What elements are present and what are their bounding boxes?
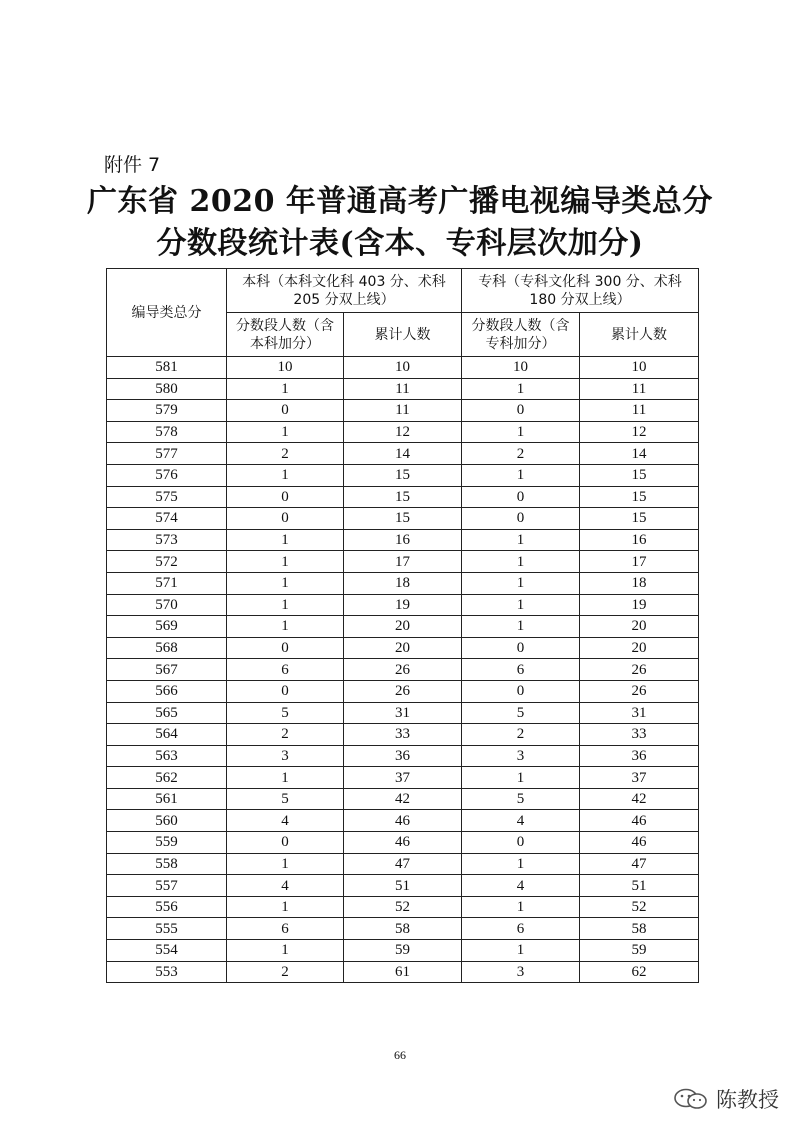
- cell-zhuan-cumulative: 18: [580, 572, 699, 594]
- cell-score: 554: [107, 940, 227, 962]
- table-row: [107, 961, 699, 983]
- cell-ben-segment: 0: [227, 637, 344, 659]
- cell-ben-segment: 0: [227, 832, 344, 854]
- cell-zhuan-segment: 1: [462, 421, 580, 443]
- cell-score: 558: [107, 853, 227, 875]
- cell-ben-cumulative: 12: [344, 421, 462, 443]
- cell-ben-cumulative: 59: [344, 940, 462, 962]
- cell-ben-cumulative: 26: [344, 659, 462, 681]
- cell-zhuan-cumulative: 15: [580, 508, 699, 530]
- cell-ben-cumulative: 15: [344, 486, 462, 508]
- table-row: [107, 378, 699, 400]
- cell-ben-cumulative: 17: [344, 551, 462, 573]
- table-row: [107, 702, 699, 724]
- cell-ben-segment: 2: [227, 724, 344, 746]
- cell-zhuan-cumulative: 20: [580, 637, 699, 659]
- cell-zhuan-cumulative: 26: [580, 659, 699, 681]
- cell-zhuan-cumulative: 51: [580, 875, 699, 897]
- cell-ben-segment: 1: [227, 594, 344, 616]
- cell-score: 553: [107, 961, 227, 983]
- cell-score: 565: [107, 702, 227, 724]
- cell-zhuan-cumulative: 33: [580, 724, 699, 746]
- header-ben-cumulative: 累计人数: [344, 313, 462, 357]
- cell-ben-segment: 1: [227, 529, 344, 551]
- cell-ben-segment: 1: [227, 464, 344, 486]
- cell-ben-segment: 10: [227, 357, 344, 379]
- cell-score: 557: [107, 875, 227, 897]
- cell-score: 571: [107, 572, 227, 594]
- cell-zhuan-segment: 1: [462, 572, 580, 594]
- cell-ben-segment: 0: [227, 400, 344, 422]
- table-row: [107, 594, 699, 616]
- cell-ben-segment: 5: [227, 702, 344, 724]
- cell-zhuan-cumulative: 36: [580, 745, 699, 767]
- header-zhuan-cumulative: 累计人数: [580, 313, 699, 357]
- table-row: [107, 918, 699, 940]
- cell-ben-cumulative: 15: [344, 508, 462, 530]
- cell-ben-segment: 1: [227, 572, 344, 594]
- cell-zhuan-cumulative: 26: [580, 680, 699, 702]
- cell-score: 562: [107, 767, 227, 789]
- cell-ben-segment: 1: [227, 378, 344, 400]
- cell-score: 570: [107, 594, 227, 616]
- cell-zhuan-cumulative: 10: [580, 357, 699, 379]
- wechat-logo-icon: [672, 1087, 710, 1111]
- cell-ben-cumulative: 10: [344, 357, 462, 379]
- cell-ben-cumulative: 36: [344, 745, 462, 767]
- cell-zhuan-segment: 0: [462, 832, 580, 854]
- cell-zhuan-cumulative: 52: [580, 896, 699, 918]
- cell-zhuan-cumulative: 62: [580, 961, 699, 983]
- table-row: [107, 832, 699, 854]
- cell-score: 572: [107, 551, 227, 573]
- cell-ben-cumulative: 33: [344, 724, 462, 746]
- cell-score: 575: [107, 486, 227, 508]
- cell-zhuan-segment: 5: [462, 788, 580, 810]
- cell-zhuan-segment: 0: [462, 680, 580, 702]
- watermark: [672, 1084, 779, 1114]
- cell-zhuan-cumulative: 46: [580, 832, 699, 854]
- cell-score: 574: [107, 508, 227, 530]
- page-number: 66: [394, 1048, 406, 1062]
- header-zhuan-segment: 分数段人数（含专科加分）: [462, 313, 580, 357]
- cell-ben-segment: 4: [227, 810, 344, 832]
- cell-zhuan-segment: 1: [462, 616, 580, 638]
- cell-zhuan-cumulative: 14: [580, 443, 699, 465]
- cell-zhuan-segment: 4: [462, 810, 580, 832]
- cell-zhuan-cumulative: 19: [580, 594, 699, 616]
- page-title-line1: 广东省 2020 年普通高考广播电视编导类总分: [87, 184, 713, 219]
- cell-score: 579: [107, 400, 227, 422]
- cell-zhuan-cumulative: 12: [580, 421, 699, 443]
- table-row: [107, 616, 699, 638]
- cell-ben-cumulative: 42: [344, 788, 462, 810]
- table-row: [107, 940, 699, 962]
- table-row: [107, 853, 699, 875]
- cell-zhuan-segment: 3: [462, 961, 580, 983]
- attachment-label: 附件 7: [104, 154, 161, 176]
- cell-ben-segment: 2: [227, 443, 344, 465]
- cell-zhuan-segment: 5: [462, 702, 580, 724]
- cell-score: 569: [107, 616, 227, 638]
- cell-ben-segment: 1: [227, 940, 344, 962]
- cell-zhuan-cumulative: 59: [580, 940, 699, 962]
- cell-zhuan-segment: 6: [462, 918, 580, 940]
- cell-ben-cumulative: 15: [344, 464, 462, 486]
- cell-zhuan-cumulative: 11: [580, 378, 699, 400]
- cell-zhuan-segment: 2: [462, 724, 580, 746]
- cell-score: 556: [107, 896, 227, 918]
- cell-ben-cumulative: 16: [344, 529, 462, 551]
- cell-zhuan-cumulative: 46: [580, 810, 699, 832]
- table-row: [107, 464, 699, 486]
- cell-ben-cumulative: 18: [344, 572, 462, 594]
- cell-score: 559: [107, 832, 227, 854]
- cell-zhuan-segment: 1: [462, 378, 580, 400]
- table-row: [107, 357, 699, 379]
- cell-zhuan-segment: 1: [462, 940, 580, 962]
- cell-ben-segment: 4: [227, 875, 344, 897]
- cell-ben-cumulative: 31: [344, 702, 462, 724]
- table-row: [107, 659, 699, 681]
- cell-zhuan-segment: 3: [462, 745, 580, 767]
- cell-zhuan-segment: 4: [462, 875, 580, 897]
- cell-ben-cumulative: 52: [344, 896, 462, 918]
- cell-score: 577: [107, 443, 227, 465]
- cell-ben-cumulative: 11: [344, 378, 462, 400]
- score-distribution-table: [106, 268, 699, 983]
- cell-ben-segment: 0: [227, 508, 344, 530]
- table-row: [107, 745, 699, 767]
- cell-ben-cumulative: 51: [344, 875, 462, 897]
- table-row: [107, 810, 699, 832]
- header-group-zhuan: 专科（专科文化科 300 分、术科 180 分双上线）: [462, 269, 699, 313]
- table-row: [107, 529, 699, 551]
- cell-zhuan-segment: 0: [462, 486, 580, 508]
- table-row: [107, 680, 699, 702]
- cell-zhuan-segment: 1: [462, 896, 580, 918]
- cell-zhuan-cumulative: 31: [580, 702, 699, 724]
- page-title-line2: 分数段统计表(含本、专科层次加分): [156, 226, 644, 261]
- cell-score: 573: [107, 529, 227, 551]
- cell-ben-cumulative: 20: [344, 616, 462, 638]
- cell-zhuan-cumulative: 15: [580, 464, 699, 486]
- header-score: 编导类总分: [107, 269, 227, 357]
- cell-zhuan-segment: 0: [462, 400, 580, 422]
- cell-zhuan-segment: 1: [462, 551, 580, 573]
- cell-zhuan-cumulative: 37: [580, 767, 699, 789]
- cell-score: 581: [107, 357, 227, 379]
- cell-zhuan-cumulative: 42: [580, 788, 699, 810]
- cell-score: 561: [107, 788, 227, 810]
- cell-ben-segment: 6: [227, 918, 344, 940]
- cell-score: 580: [107, 378, 227, 400]
- watermark-text: 陈教授: [716, 1088, 779, 1112]
- cell-zhuan-segment: 0: [462, 508, 580, 530]
- cell-score: 568: [107, 637, 227, 659]
- cell-score: 578: [107, 421, 227, 443]
- cell-ben-segment: 1: [227, 896, 344, 918]
- cell-score: 563: [107, 745, 227, 767]
- cell-zhuan-segment: 6: [462, 659, 580, 681]
- cell-score: 564: [107, 724, 227, 746]
- cell-ben-segment: 1: [227, 853, 344, 875]
- cell-score: 566: [107, 680, 227, 702]
- cell-zhuan-segment: 1: [462, 464, 580, 486]
- cell-ben-cumulative: 14: [344, 443, 462, 465]
- cell-ben-segment: 1: [227, 616, 344, 638]
- cell-ben-cumulative: 61: [344, 961, 462, 983]
- header-group-ben: 本科（本科文化科 403 分、术科 205 分双上线）: [227, 269, 462, 313]
- table-row: [107, 637, 699, 659]
- header-ben-segment: 分数段人数（含本科加分）: [227, 313, 344, 357]
- table-row: [107, 421, 699, 443]
- cell-zhuan-cumulative: 20: [580, 616, 699, 638]
- cell-zhuan-segment: 10: [462, 357, 580, 379]
- table-row: [107, 875, 699, 897]
- cell-zhuan-cumulative: 16: [580, 529, 699, 551]
- cell-ben-segment: 0: [227, 486, 344, 508]
- table-row: [107, 788, 699, 810]
- cell-ben-cumulative: 26: [344, 680, 462, 702]
- cell-ben-segment: 1: [227, 767, 344, 789]
- table-row: [107, 400, 699, 422]
- table-row: [107, 551, 699, 573]
- table-row: [107, 896, 699, 918]
- cell-ben-segment: 1: [227, 421, 344, 443]
- cell-zhuan-segment: 0: [462, 637, 580, 659]
- cell-zhuan-segment: 1: [462, 529, 580, 551]
- cell-zhuan-cumulative: 11: [580, 400, 699, 422]
- cell-ben-cumulative: 46: [344, 810, 462, 832]
- cell-zhuan-segment: 1: [462, 853, 580, 875]
- cell-zhuan-segment: 1: [462, 767, 580, 789]
- cell-zhuan-cumulative: 47: [580, 853, 699, 875]
- cell-ben-segment: 2: [227, 961, 344, 983]
- cell-ben-cumulative: 37: [344, 767, 462, 789]
- cell-ben-segment: 3: [227, 745, 344, 767]
- cell-score: 560: [107, 810, 227, 832]
- table-row: [107, 767, 699, 789]
- cell-ben-cumulative: 46: [344, 832, 462, 854]
- cell-score: 576: [107, 464, 227, 486]
- cell-ben-segment: 0: [227, 680, 344, 702]
- table-row: [107, 443, 699, 465]
- cell-ben-cumulative: 20: [344, 637, 462, 659]
- cell-zhuan-segment: 1: [462, 594, 580, 616]
- cell-ben-cumulative: 58: [344, 918, 462, 940]
- cell-ben-cumulative: 47: [344, 853, 462, 875]
- cell-ben-segment: 5: [227, 788, 344, 810]
- cell-score: 567: [107, 659, 227, 681]
- cell-zhuan-cumulative: 17: [580, 551, 699, 573]
- table-row: [107, 724, 699, 746]
- cell-ben-cumulative: 11: [344, 400, 462, 422]
- cell-ben-segment: 6: [227, 659, 344, 681]
- cell-zhuan-cumulative: 15: [580, 486, 699, 508]
- cell-zhuan-segment: 2: [462, 443, 580, 465]
- table-row: [107, 486, 699, 508]
- table-row: [107, 572, 699, 594]
- cell-ben-cumulative: 19: [344, 594, 462, 616]
- table-row: [107, 508, 699, 530]
- cell-zhuan-cumulative: 58: [580, 918, 699, 940]
- cell-score: 555: [107, 918, 227, 940]
- cell-ben-segment: 1: [227, 551, 344, 573]
